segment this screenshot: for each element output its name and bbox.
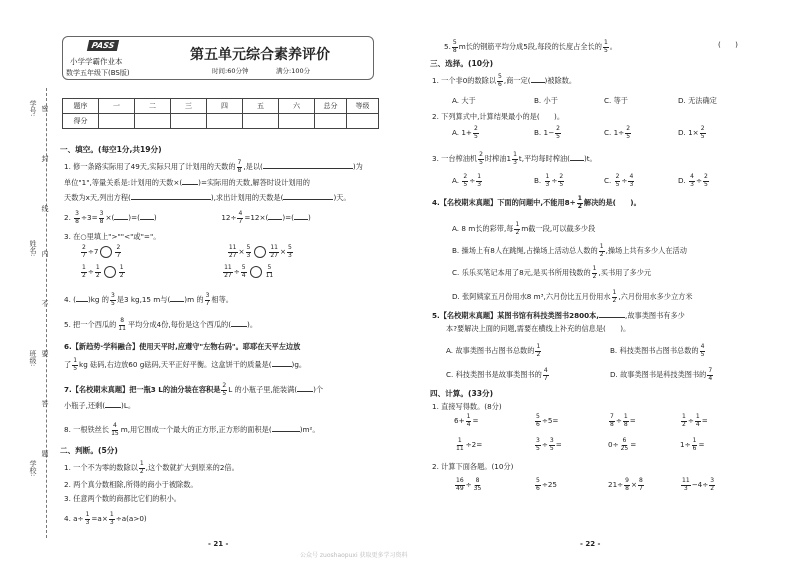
fraction: $\frac{11}{27}$ [224,264,232,279]
fill-q6-line1: 6.【新趋势·学科融合】使用天平时,应遵守"左物右码"。耶耶在天平左边放 [64,342,301,351]
choice-q2-option[interactable]: C. 1÷ $\frac{2}{5}$ [604,125,631,140]
fraction: $\frac{4}{3}$ [690,173,694,188]
fraction: $\frac{8}{11}$ [118,317,126,332]
pass-logo: PASS [87,40,119,51]
section-1-title: 一、填空。(每空1分,共19分) [60,145,162,154]
table-col: 六 [279,99,315,114]
fraction: $\frac{1}{2}$ [599,243,604,258]
fraction: $\frac{7}{8}$ [237,159,242,174]
judge-q3: 3. 任意两个数的商都比它们的积小。 [64,494,181,503]
calc-item: $\frac{1}{11}$ ÷2= [456,437,483,452]
choice-q2: 2. 下列算式中,计算结果最小的是( )。 [432,112,565,121]
fraction: $\frac{1}{6}$ [692,437,697,452]
score-table-score-row [63,114,379,129]
fraction: $\frac{3}{5}$ [536,437,540,452]
calc-q2-title: 2. 计算下面各题。(10分) [432,462,514,471]
judge-q5: 5. $\frac{5}{8}$ m长的钢筋平均分成5段,每段的长度占全长的 $\frac{1}{5}$ 。 [444,39,617,54]
fraction: $\frac{1}{2}$ [536,343,541,358]
fraction: $\frac{4}{3}$ [629,173,634,188]
fraction: $\frac{3}{5}$ [110,292,115,307]
fraction: $\frac{1}{4}$ [695,413,700,428]
table-col: 一 [99,99,135,114]
fill-q1-line1: 1. 修一条路实际用了49天,实际只用了计划用的天数的 $\frac{7}{8}$ ,是以( )为 [64,159,363,174]
exam-full-score: 满分:100分 [276,67,311,75]
score-cell[interactable] [243,114,279,129]
fraction: $\frac{1}{2}$ [577,195,582,210]
watermark-text: 公众号 zuoshaopuxi 获取更多学习资料 [300,552,408,559]
choice-q5-option[interactable]: D. 故事类图书是科技类图书的 $\frac{7}{4}$ [610,367,713,382]
fraction: $\frac{1}{5}$ [603,39,608,54]
exam-time: 时间:60分钟 [212,67,249,75]
score-table-header-row [63,99,379,114]
calc-item: $\frac{7}{8}$ ÷ $\frac{1}{8}$ = [610,413,636,428]
fraction: $\frac{16}{49}$ [456,477,464,492]
fraction: $\frac{2}{5}$ [463,173,468,188]
page-number: - 21 - [208,540,229,548]
right-page [400,0,800,566]
choice-q4: 4.【名校期末真题】下面的问题中,不能用8÷ $\frac{1}{2}$ 解决的是( )。 [432,195,641,210]
score-cell[interactable] [135,114,171,129]
page-number: - 22 - [580,540,601,548]
compare-circle[interactable] [254,246,266,258]
fraction: $\frac{1}{3}$ [545,173,550,188]
choice-q4-option[interactable]: C. 乐乐买笔记本用了8元,是买书所用钱数的 $\frac{1}{2}$ ,买书用了多少元 [452,265,652,280]
fraction: $\frac{4}{5}$ [700,343,705,358]
fraction: $\frac{5}{6}$ [536,477,540,492]
table-row-label: 得分 [63,114,99,129]
score-cell[interactable] [171,114,207,129]
compare-row-2: $\frac{1}{2}$ ÷ $\frac{1}{2}$ $\frac{1}{2}$ $\frac{11}{27}$ ÷ $\frac{5}{4}$ $\frac{5}{11}$ [82,264,274,279]
section-4-title: 四、计算。(33分) [430,389,494,398]
score-cell[interactable] [315,114,347,129]
compare-circle[interactable] [104,266,116,278]
exam-title: 第五单元综合素养评价 [190,47,330,63]
choice-q4-option[interactable]: D. 张阿姨家五月份用水8 m³,六月份比五月份用水 $\frac{1}{2}$ ,六月份用水多少立方米 [452,289,693,304]
calc-item: $\frac{5}{6}$ ÷5= [536,413,559,428]
calc-item: 0÷ $\frac{6}{25}$ = [608,437,637,452]
fraction: $\frac{4}{7}$ [238,210,243,225]
score-cell[interactable] [347,114,379,129]
fraction: $\frac{3}{2}$ [710,477,715,492]
table-col: 二 [135,99,171,114]
choice-q3-option[interactable]: A. $\frac{2}{5}$ ÷ $\frac{1}{3}$ [452,173,482,188]
fill-q7-line2: 小瓶子,还剩( )L。 [64,401,136,410]
judge-q5-answer[interactable]: ( ) [718,40,738,49]
fraction: $\frac{1}{4}$ [466,413,471,428]
table-col: 四 [207,99,243,114]
fraction: $\frac{3}{5}$ [549,437,554,452]
seal-char: 线 [41,205,49,212]
choice-q1-option[interactable]: A. 大于 [452,96,476,105]
calc-item: $\frac{1}{2}$ ÷ $\frac{1}{4}$ = [682,413,708,428]
fraction: $\frac{2}{5}$ [473,125,478,140]
score-cell[interactable] [99,114,135,129]
judge-q4: 4. a÷ $\frac{1}{3}$ =a× $\frac{1}{3}$ ÷a(a>0) [64,511,147,526]
choice-q4-option[interactable]: B. 操场上有8人在跳绳,占操场上活动总人数的 $\frac{1}{2}$ ,操场上共有多少人在活动 [452,243,687,258]
score-cell[interactable] [279,114,315,129]
fraction: $\frac{1}{3}$ [109,511,114,526]
fraction: $\frac{5}{6}$ [536,413,540,428]
choice-q4-option[interactable]: A. 8 m长的彩带,每 $\frac{1}{2}$ m截一段,可以截多少段 [452,221,596,236]
fraction: $\frac{1}{2}$ [592,265,597,280]
choice-q1: 1. 一个非0的数除以 $\frac{5}{6}$ ,商一定( )被除数。 [432,73,577,88]
fraction: $\frac{3}{8}$ [75,210,79,225]
compare-row-1: $\frac{2}{7}$ ÷7 $\frac{2}{7}$ $\frac{11}{27}$ × $\frac{5}{3}$ $\frac{11}{27}$ × $\frac{5}{3}$ [82,244,292,259]
fraction: $\frac{3}{7}$ [205,292,210,307]
fraction: $\frac{1}{2}$ [139,460,144,475]
fraction: $\frac{2}{5}$ [703,173,708,188]
fraction: $\frac{1}{3}$ [477,173,482,188]
choice-q2-option[interactable]: D. 1× $\frac{2}{5}$ [678,125,705,140]
fraction: $\frac{9}{8}$ [625,477,629,492]
fraction: $\frac{1}{3}$ [513,151,517,166]
fill-q2: 2. $\frac{3}{8}$ ÷3= $\frac{3}{8}$ ×( )=( ) 12÷ $\frac{4}{7}$ =12×( )=( ) [64,210,311,225]
score-cell[interactable] [207,114,243,129]
fraction: $\frac{11}{27}$ [270,244,278,259]
calc-item: 1÷ $\frac{1}{6}$ = [680,437,705,452]
fraction: $\frac{2}{5}$ [615,173,620,188]
seal-char: 不 [41,300,49,307]
seal-char: 内 [41,250,49,257]
fraction: $\frac{2}{5}$ [222,382,227,397]
fraction: $\frac{5}{8}$ [452,39,457,54]
choice-q2-option[interactable]: A. 1+ $\frac{2}{5}$ [452,125,478,140]
section-3-title: 三、选择。(10分) [430,59,494,68]
calc-item: 21÷ $\frac{9}{8}$ × $\frac{8}{7}$ [608,477,643,492]
table-col: 总分 [315,99,347,114]
table-col: 五 [243,99,279,114]
score-table [62,98,379,129]
fraction: $\frac{1}{2}$ [95,264,100,279]
fill-q6-line2: 了 $\frac{1}{5}$ kg 砝码,右边放60 g砝码,天平正好平衡。这盒饼干的质量是( )g。 [64,357,307,372]
choice-q1-option[interactable]: D. 无法确定 [678,96,717,105]
fraction: $\frac{2}{7}$ [82,244,86,259]
grade-label: 数学五年级下(BS版) [66,69,130,77]
calc-item: $\frac{3}{5}$ ÷ $\frac{3}{5}$ = [536,437,562,452]
choice-q5-option[interactable]: B. 科技类图书占图书总数的 $\frac{4}{5}$ [610,343,705,358]
seal-char: 要 [41,350,49,357]
fraction: $\frac{4}{7}$ [543,367,548,382]
fraction: $\frac{7}{4}$ [708,367,713,382]
fill-q5: 5. 把一个西瓜的 $\frac{8}{11}$ 平均分成4份,每份是这个西瓜的( )。 [64,317,258,332]
fraction: $\frac{1}{5}$ [73,357,78,372]
fraction: $\frac{5}{6}$ [498,73,502,88]
calc-item: 6+ $\frac{1}{4}$ = [454,413,479,428]
choice-q3-option[interactable]: D. $\frac{4}{3}$ ÷ $\frac{2}{5}$ [678,173,708,188]
choice-q5-line1: 5.【名校期末真题】某图书馆有科技类图书2800本, ,故事类图书有多少 [432,311,685,320]
fill-q1-line2: 单位"1",等量关系是:计划用的天数×( )=实际用的天数,解答时设计划用的 [64,178,310,187]
fraction: $\frac{5}{4}$ [241,264,246,279]
choice-q5-option[interactable]: A. 故事类图书占图书总数的 $\frac{1}{2}$ [446,343,541,358]
fraction: $\frac{1}{2}$ [515,221,520,236]
fraction: $\frac{2}{7}$ [116,244,121,259]
fraction: $\frac{11}{27}$ [228,244,237,259]
choice-q1-option[interactable]: B. 小于 [534,96,558,105]
table-col: 三 [171,99,207,114]
series-name: 小学学霸作业本 [70,57,123,66]
fraction: $\frac{2}{5}$ [700,125,705,140]
fraction: $\frac{1}{3}$ [85,511,90,526]
class-label: 班级: [29,350,37,367]
fraction: $\frac{5}{11}$ [265,264,274,279]
fraction: $\frac{1}{2}$ [612,289,617,304]
choice-q3: 3. 一台榨油机 $\frac{2}{5}$ 时榨油1 $\frac{1}{3}$ t,平均每时榨油( )t。 [432,151,597,166]
fill-q8: 8. 一根铁丝长 $\frac{4}{15}$ m,用它围成一个最大的正方形,正方形的面积是( )m²。 [64,422,320,437]
student-id-label: 学号: [29,100,37,117]
fill-q4: 4. ( )kg 的 $\frac{3}{5}$ 是3 kg,15 m与( )m 的 $\frac{3}{7}$ 相等。 [64,292,233,307]
fraction: $\frac{3}{8}$ [99,210,104,225]
table-col: 题序 [63,99,99,114]
calc-item: $\frac{11}{3}$ −4÷ $\frac{3}{2}$ [682,477,715,492]
fill-q7-line1: 7.【名校期末真题】把一瓶3 L的油分装在容积是 $\frac{2}{5}$ L 的小瓶子里,能装满( )个 [64,382,324,397]
fraction: $\frac{2}{5}$ [559,173,564,188]
compare-circle[interactable] [100,246,112,258]
school-label: 学校: [29,460,37,477]
fraction: $\frac{2}{5}$ [479,151,483,166]
seal-char: 答 [41,400,49,407]
seal-char: 封 [41,155,49,162]
fraction: $\frac{7}{8}$ [610,413,614,428]
fill-q3-title: 3. 在○里填上">""<"或"="。 [64,232,161,241]
fraction: $\frac{1}{2}$ [119,264,124,279]
fraction: $\frac{5}{3}$ [246,244,251,259]
fraction: $\frac{2}{5}$ [556,125,560,140]
fraction: $\frac{8}{7}$ [639,477,643,492]
fill-q1-line3: 天数为x天,列出方程( ),求出计划用的天数是( )天。 [64,193,351,202]
student-name-label: 姓名: [29,240,37,257]
choice-q5-line2: 本?要解决上面的问题,需要在横线上补充的信息是( )。 [446,324,631,333]
fraction: $\frac{11}{3}$ [682,477,690,492]
seal-char: 密 [41,105,49,112]
table-col: 等级 [347,99,379,114]
choice-q3-option[interactable]: C. $\frac{2}{5}$ ÷ $\frac{4}{3}$ [604,173,634,188]
fraction: $\frac{6}{25}$ [620,437,629,452]
section-2-title: 二、判断。(5分) [60,446,118,455]
calc-q1-title: 1. 直接写得数。(8分) [432,402,502,411]
choice-q5-option[interactable]: C. 科技类图书是故事类图书的 $\frac{4}{7}$ [446,367,548,382]
compare-circle[interactable] [250,266,262,278]
choice-q1-option[interactable]: C. 等于 [604,96,628,105]
choice-q2-option[interactable]: B. 1− $\frac{2}{5}$ [534,125,560,140]
fraction: $\frac{5}{3}$ [288,244,292,259]
fraction: $\frac{4}{15}$ [111,422,119,437]
fraction: $\frac{1}{2}$ [82,264,86,279]
fraction: $\frac{1}{8}$ [623,413,628,428]
fraction: $\frac{8}{35}$ [473,477,482,492]
fraction: $\frac{1}{2}$ [682,413,686,428]
judge-q2: 2. 两个真分数相除,所得的商小于被除数。 [64,480,198,489]
calc-item: $\frac{16}{49}$ ÷ $\frac{8}{35}$ [456,477,482,492]
calc-item: $\frac{5}{6}$ ÷25 [536,477,557,492]
choice-q3-option[interactable]: B. $\frac{1}{3}$ ÷ $\frac{2}{5}$ [534,173,564,188]
fraction: $\frac{1}{11}$ [456,437,464,452]
fraction: $\frac{2}{5}$ [626,125,631,140]
seal-char: 题 [41,450,49,457]
judge-q1: 1. 一个不为零的数除以 $\frac{1}{2}$ ,这个数就扩大到原来的2倍。 [64,460,239,475]
